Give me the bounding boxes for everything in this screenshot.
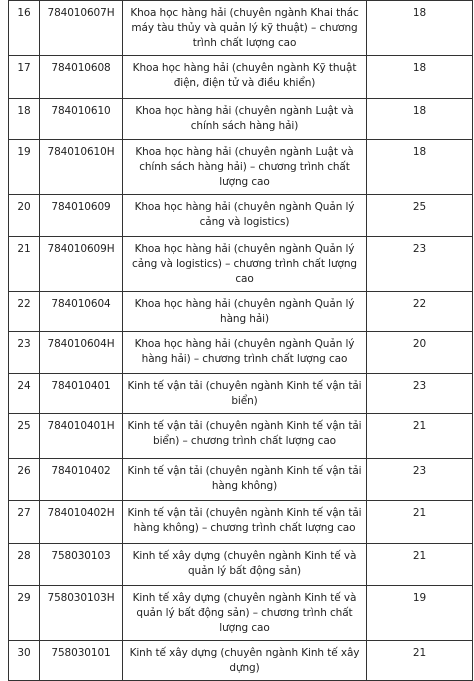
table-row <box>9 374 473 414</box>
program-name: Kinh tế xây dựng (chuyên ngành Kinh tế xây dựng) <box>123 641 367 681</box>
benchmark-score: 21 <box>367 544 473 586</box>
benchmark-score: 23 <box>367 374 473 414</box>
program-name: Kinh tế vận tải (chuyên ngành Kinh tế vận tải hàng không) <box>123 459 367 501</box>
program-name: Khoa học hàng hải (chuyên ngành Kỹ thuật điện, điện tử và điều khiển) <box>123 56 367 99</box>
program-name: Kinh tế vận tải (chuyên ngành Kinh tế vận tải biển) <box>123 374 367 414</box>
row-number: 29 <box>9 586 40 641</box>
program-code: 784010610H <box>40 140 123 195</box>
benchmark-score: 19 <box>367 586 473 641</box>
benchmark-score: 18 <box>367 99 473 140</box>
table-row <box>9 544 473 586</box>
benchmark-score: 18 <box>367 1 473 56</box>
program-name: Khoa học hàng hải (chuyên ngành Luật và chính sách hàng hải) <box>123 99 367 140</box>
program-name: Khoa học hàng hải (chuyên ngành Quản lý cảng và logistics) – chương trình chất lượng cao <box>123 237 367 292</box>
row-number: 21 <box>9 237 40 292</box>
row-number: 28 <box>9 544 40 586</box>
table-row <box>9 99 473 140</box>
program-name: Khoa học hàng hải (chuyên ngành Quản lý hàng hải) <box>123 292 367 332</box>
table-row <box>9 56 473 99</box>
program-code: 758030101 <box>40 641 123 681</box>
row-number: 26 <box>9 459 40 501</box>
row-number: 30 <box>9 641 40 681</box>
program-name: Kinh tế vận tải (chuyên ngành Kinh tế vận tải biển) – chương trình chất lượng cao <box>123 414 367 459</box>
row-number: 16 <box>9 1 40 56</box>
row-number: 20 <box>9 195 40 237</box>
benchmark-score: 21 <box>367 414 473 459</box>
program-name: Khoa học hàng hải (chuyên ngành Quản lý hàng hải) – chương trình chất lượng cao <box>123 332 367 374</box>
row-number: 27 <box>9 501 40 544</box>
benchmark-score: 23 <box>367 237 473 292</box>
program-name: Kinh tế xây dựng (chuyên ngành Kinh tế và quản lý bất động sản) – chương trình chất lượng cao <box>123 586 367 641</box>
table-row <box>9 501 473 544</box>
row-number: 19 <box>9 140 40 195</box>
table-row <box>9 1 473 56</box>
program-code: 784010402H <box>40 501 123 544</box>
program-code: 758030103 <box>40 544 123 586</box>
row-number: 18 <box>9 99 40 140</box>
table-row <box>9 195 473 237</box>
benchmark-score: 21 <box>367 501 473 544</box>
table-row <box>9 586 473 641</box>
program-code: 784010607H <box>40 1 123 56</box>
row-number: 24 <box>9 374 40 414</box>
program-code: 784010604H <box>40 332 123 374</box>
benchmark-score: 18 <box>367 140 473 195</box>
benchmark-score: 23 <box>367 459 473 501</box>
program-name: Khoa học hàng hải (chuyên ngành Khai thác máy tàu thủy và quản lý kỹ thuật) – chương trình chất lượng cao <box>123 1 367 56</box>
program-code: 784010610 <box>40 99 123 140</box>
document-page <box>8 0 462 681</box>
row-number: 25 <box>9 414 40 459</box>
table-row <box>9 414 473 459</box>
program-name: Khoa học hàng hải (chuyên ngành Luật và chính sách hàng hải) – chương trình chất lượng cao <box>123 140 367 195</box>
program-code: 784010608 <box>40 56 123 99</box>
benchmark-score: 20 <box>367 332 473 374</box>
program-name: Kinh tế xây dựng (chuyên ngành Kinh tế và quản lý bất động sản) <box>123 544 367 586</box>
program-code: 784010401H <box>40 414 123 459</box>
program-code: 784010402 <box>40 459 123 501</box>
row-number: 17 <box>9 56 40 99</box>
benchmark-score: 18 <box>367 56 473 99</box>
admission-score-table <box>8 0 473 681</box>
table-body <box>9 1 473 681</box>
program-code: 758030103H <box>40 586 123 641</box>
program-code: 784010604 <box>40 292 123 332</box>
table-row <box>9 140 473 195</box>
table-row <box>9 641 473 681</box>
program-code: 784010609H <box>40 237 123 292</box>
table-row <box>9 332 473 374</box>
table-row <box>9 292 473 332</box>
program-name: Khoa học hàng hải (chuyên ngành Quản lý cảng và logistics) <box>123 195 367 237</box>
table-row <box>9 459 473 501</box>
benchmark-score: 21 <box>367 641 473 681</box>
row-number: 23 <box>9 332 40 374</box>
program-code: 784010401 <box>40 374 123 414</box>
table-row <box>9 237 473 292</box>
benchmark-score: 25 <box>367 195 473 237</box>
program-code: 784010609 <box>40 195 123 237</box>
benchmark-score: 22 <box>367 292 473 332</box>
program-name: Kinh tế vận tải (chuyên ngành Kinh tế vận tải hàng không) – chương trình chất lượng cao <box>123 501 367 544</box>
row-number: 22 <box>9 292 40 332</box>
